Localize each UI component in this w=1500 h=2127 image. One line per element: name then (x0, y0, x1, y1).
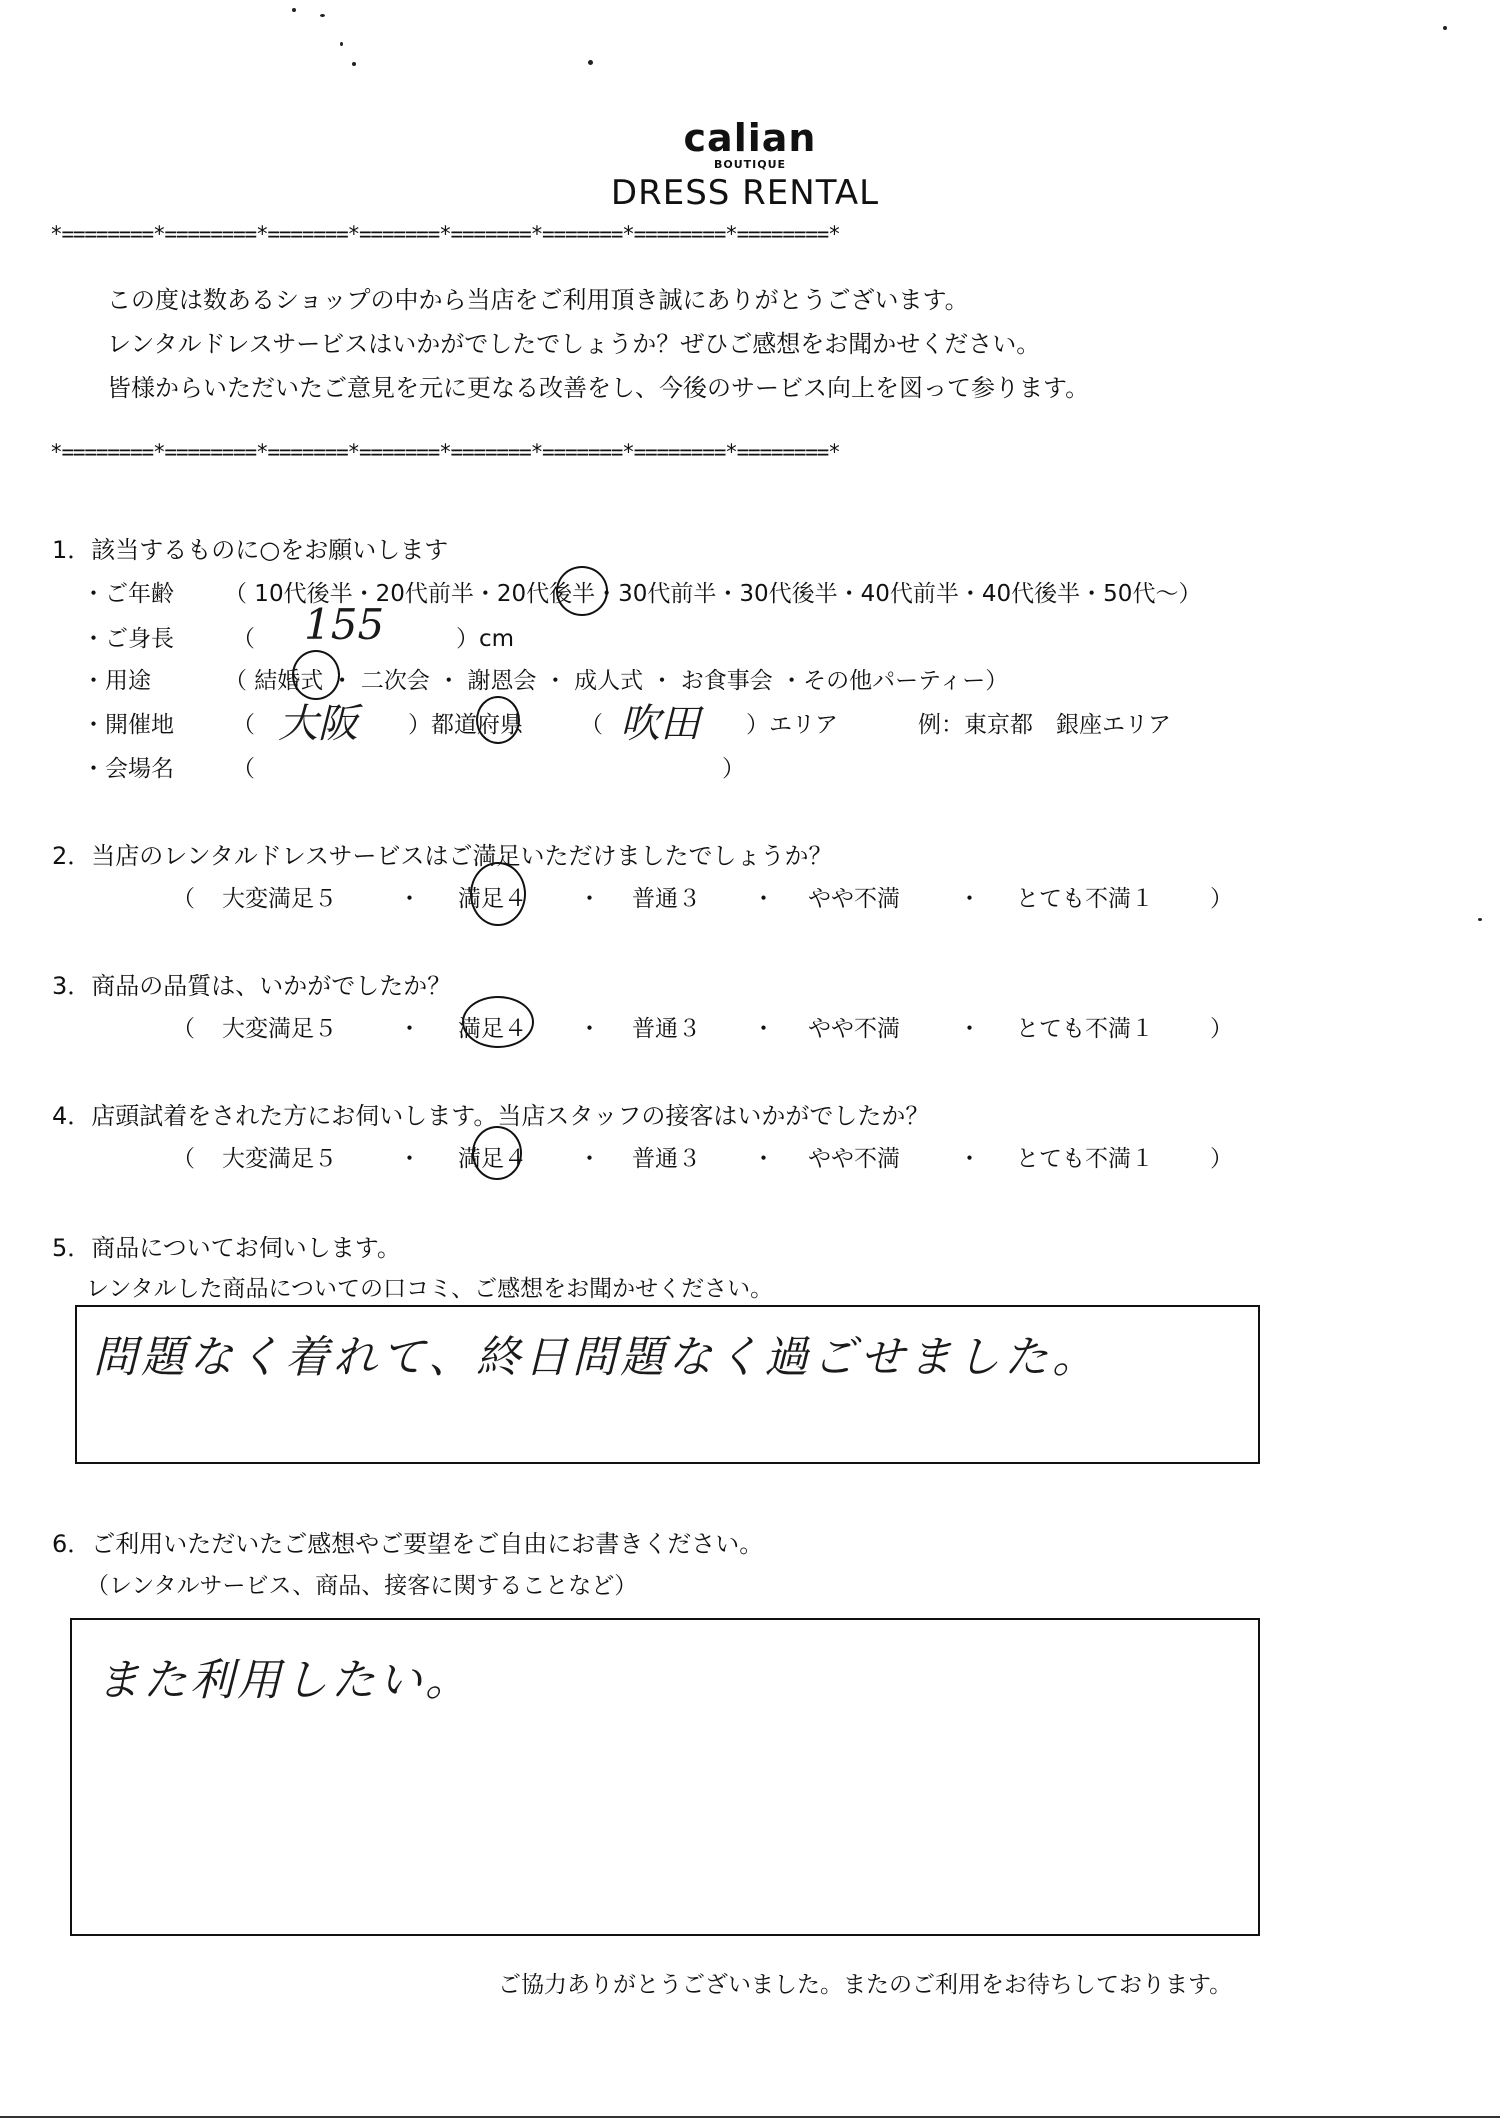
logo-sub-text: BOUTIQUE (713, 158, 787, 171)
logo-dress-rental-text: DRESS RENTAL (610, 173, 880, 213)
scan-speck (320, 14, 325, 17)
q2-dot: ・ (578, 886, 601, 912)
use-options: （ 結婚式 ・ 二次会 ・ 謝恩会 ・ 成人式 ・ お食事会 ・その他パーティー） (224, 668, 1009, 694)
q6-title: 6．ご利用いただいたご感想やご要望をご自由にお書きください。 (52, 1530, 764, 1558)
divider-top: *========*========*=======*=======*=======*=======*========*========* (50, 222, 840, 246)
logo-main-text: calian (683, 116, 817, 160)
q2-opt5: 大変満足５ (222, 886, 337, 912)
q3-selected-circle (462, 996, 534, 1048)
brand-logo (0, 118, 1500, 214)
scan-speck (340, 42, 343, 46)
scan-speck (352, 62, 356, 66)
height-open-paren: （ (232, 626, 255, 652)
q4-dot: ・ (752, 1146, 775, 1172)
footer-thanks: ご協力ありがとうございました。またのご利用をお待ちしております。 (498, 1972, 1233, 1998)
venue-open-paren: （ (232, 712, 255, 738)
q5-answer-box (75, 1305, 1260, 1464)
q2-close-paren: ） (1210, 886, 1233, 912)
q3-opt2: やや不満 (808, 1016, 900, 1042)
q3-title: 3．商品の品質は、いかがでしたか？ (52, 972, 452, 1000)
scan-speck (1478, 918, 1482, 921)
q1-title: 1．該当するものに○をお願いします (52, 536, 449, 564)
venue-prefecture-value: 大阪 (278, 701, 358, 747)
q3-opt5: 大変満足５ (222, 1016, 337, 1042)
q2-opt2: やや不満 (808, 886, 900, 912)
q2-open-paren: （ (172, 886, 195, 912)
scan-speck (1443, 26, 1447, 30)
q4-opt3: 普通３ (632, 1146, 701, 1172)
age-label: ・ご年齢 (82, 581, 174, 607)
scan-speck (292, 8, 296, 12)
hall-open-paren: （ (232, 756, 255, 782)
q3-dot: ・ (958, 1016, 981, 1042)
venue-area-open-paren: （ (580, 712, 603, 738)
q4-dot: ・ (398, 1146, 421, 1172)
venue-area-suffix: ）エリア (746, 712, 838, 738)
q3-dot: ・ (578, 1016, 601, 1042)
q2-opt1: とても不満１ (1016, 886, 1154, 912)
q3-opt1: とても不満１ (1016, 1016, 1154, 1042)
height-label: ・ご身長 (82, 626, 174, 652)
scan-bottom-edge (0, 2116, 1500, 2118)
q4-selected-circle (472, 1126, 522, 1180)
hall-label: ・会場名 (82, 756, 174, 782)
q2-opt4: 満足４ (458, 886, 527, 912)
q2-title: 2．当店のレンタルドレスサービスはご満足いただけましたでしょうか？ (52, 842, 833, 870)
q3-opt4: 満足４ (458, 1016, 527, 1042)
q2-dot: ・ (398, 886, 421, 912)
q5-subtitle: レンタルした商品についての口コミ、ご感想をお聞かせください。 (86, 1276, 774, 1302)
q4-open-paren: （ (172, 1146, 195, 1172)
q4-dot: ・ (578, 1146, 601, 1172)
q2-selected-circle (470, 862, 526, 926)
q3-opt3: 普通３ (632, 1016, 701, 1042)
height-unit: ）cm (456, 626, 515, 652)
venue-example: 例：東京都 銀座エリア (918, 712, 1171, 738)
intro-line-3: 皆様からいただいたご意見を元に更なる改善をし、今後のサービス向上を図って参ります。 (107, 374, 1090, 402)
q4-opt5: 大変満足５ (222, 1146, 337, 1172)
height-value: 155 (304, 600, 385, 649)
q4-opt2: やや不満 (808, 1146, 900, 1172)
q5-answer-text: 問題なく着れて、終日問題なく過ごせました。 (93, 1332, 1101, 1383)
q3-close-paren: ） (1210, 1016, 1233, 1042)
age-options: （ 10代後半・20代前半・20代後半・30代前半・30代後半・40代前半・40代後半・50代～） (224, 581, 1202, 607)
venue-prefecture-circle (476, 696, 520, 744)
hall-close-paren: ） (722, 756, 745, 782)
q3-dot: ・ (752, 1016, 775, 1042)
q3-open-paren: （ (172, 1016, 195, 1042)
intro-line-2: レンタルドレスサービスはいかがでしたでしょうか？ぜひご感想をお聞かせください。 (107, 330, 1041, 358)
use-label: ・用途 (82, 668, 151, 694)
age-selected-circle (556, 566, 608, 616)
q2-dot: ・ (958, 886, 981, 912)
scan-speck (588, 60, 593, 65)
divider-bottom: *========*========*=======*=======*=======*=======*========*========* (50, 440, 840, 464)
q6-answer-box (70, 1618, 1260, 1936)
q3-dot: ・ (398, 1016, 421, 1042)
intro-line-1: この度は数あるショップの中から当店をご利用頂き誠にありがとうございます。 (107, 286, 969, 314)
venue-area-value: 吹田 (620, 701, 700, 747)
q2-opt3: 普通３ (632, 886, 701, 912)
q5-title: 5．商品についてお伺いします。 (52, 1234, 401, 1262)
q4-title: 4．店頭試着をされた方にお伺いします。当店スタッフの接客はいかがでしたか？ (52, 1102, 930, 1130)
q4-dot: ・ (958, 1146, 981, 1172)
q4-opt4: 満足４ (458, 1146, 527, 1172)
venue-label: ・開催地 (82, 712, 174, 738)
q2-dot: ・ (752, 886, 775, 912)
q4-opt1: とても不満１ (1016, 1146, 1154, 1172)
q4-close-paren: ） (1210, 1146, 1233, 1172)
q6-answer-text: また利用したい。 (96, 1655, 472, 1706)
venue-prefecture-suffix: ）都道府県 (408, 712, 523, 738)
q6-subtitle: （レンタルサービス、商品、接客に関することなど） (86, 1573, 638, 1599)
